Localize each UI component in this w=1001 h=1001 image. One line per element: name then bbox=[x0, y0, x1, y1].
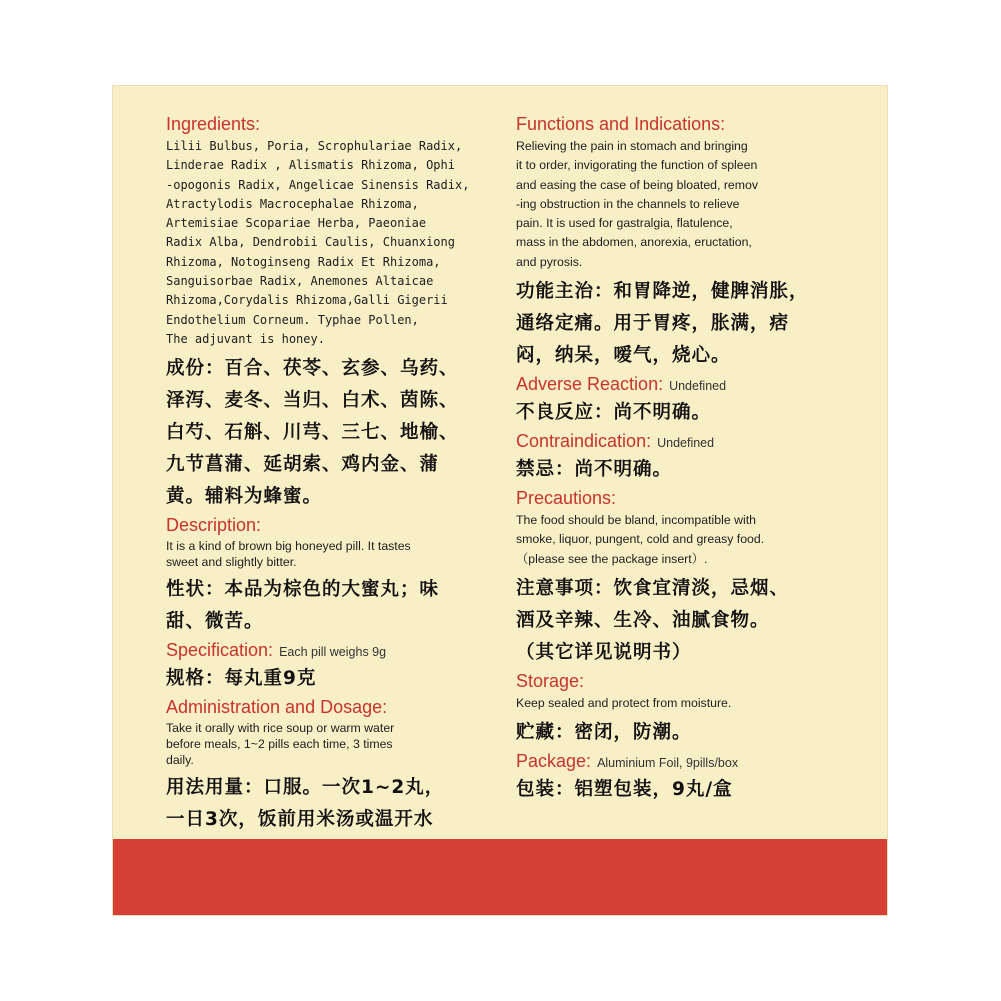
adverse-note: Undefined bbox=[669, 379, 727, 394]
storage-cn: 贮藏：密闭，防潮。 bbox=[516, 722, 692, 744]
specification-cn: 规格：每丸重9克 bbox=[166, 668, 317, 690]
functions-text: Relieving the pain in stomach and bringing it to order, invigorating the function of spleen and easing the case of being bloated, remov -ing obstruction in the channels to relieve pain. It is used for gastralgia, flatulence, mass in the abdomen, anorexia, eructation, and pyrosis. bbox=[516, 139, 759, 269]
package-cn: 包装：铝塑包装，9丸/盒 bbox=[516, 779, 733, 801]
precautions-section bbox=[516, 488, 836, 669]
right-column bbox=[516, 114, 836, 808]
specification-note: Each pill weighs 9g bbox=[279, 645, 387, 660]
contraindication-section bbox=[516, 431, 836, 486]
storage-text: Keep sealed and protect from moisture. bbox=[516, 695, 732, 710]
administration-cn: 用法用量：口服。一次1~2丸， 一日3次，饭前用米汤或温开水 bbox=[166, 777, 445, 831]
package-section bbox=[516, 751, 836, 806]
contraindication-cn: 禁忌：尚不明确。 bbox=[516, 459, 673, 481]
contraindication-heading: Contraindication: Undefined bbox=[516, 431, 715, 452]
precautions-text: The food should be bland, incompatible with smoke, liquor, pungent, cold and greasy food. （please see the package insert）. bbox=[516, 513, 765, 566]
package-panel bbox=[113, 86, 887, 915]
specification-section bbox=[166, 640, 488, 695]
administration-text: Take it orally with rice soup or warm water before meals, 1~2 pills each time, 3 times daily. bbox=[166, 721, 395, 768]
ingredients-heading: Ingredients: bbox=[166, 114, 261, 134]
precautions-cn: 注意事项：饮食宜清淡，忌烟、 酒及辛辣、生冷、油腻食物。 （其它详见说明书） bbox=[516, 577, 790, 663]
description-section bbox=[166, 515, 488, 638]
description-text: It is a kind of brown big honeyed pill. It tastes sweet and slightly bitter. bbox=[166, 539, 411, 570]
description-cn: 性状：本品为棕色的大蜜丸；味 甜、微苦。 bbox=[166, 579, 440, 633]
functions-cn: 功能主治：和胃降逆，健脾消胀， 通络定痛。用于胃疼，胀满，痞 闷，纳呆，嗳气，烧心。 bbox=[516, 281, 809, 367]
functions-heading: Functions and Indications: bbox=[516, 114, 726, 134]
adverse-section bbox=[516, 374, 836, 429]
ingredients-text: Lilii Bulbus, Poria, Scrophulariae Radix, Linderae Radix , Alismatis Rhizoma, Ophi -opogonis Radix, Angelicae Sinensis Radix, Atractylodis Macrocephalae Rhizoma, Artemisiae Scopariae Herba, Paeoniae Radix Alba, Dendrobii Caulis, Chuanxiong Rhizoma, Notoginseng Radix Et Rhizoma, Sanguisorbae Radix, Anemones Altaicae Rhizoma,Corydalis Rhizoma,Galli Gigerii Endothelium Corneum. Typhae Pollen, The adjuvant is honey. bbox=[166, 139, 470, 346]
left-column bbox=[166, 114, 488, 870]
package-note: Aluminium Foil, 9pills/box bbox=[597, 756, 739, 771]
ingredients-cn: 成份：百合、茯苓、玄参、乌药、 泽泻、麦冬、当归、白术、茵陈、 白芍、石斛、川芎、三七、地榆、 九节菖蒲、延胡索、鸡内金、蒲 黄。辅料为蜂蜜。 bbox=[166, 358, 459, 508]
storage-section bbox=[516, 671, 836, 749]
package-heading: Package: Aluminium Foil, 9pills/box bbox=[516, 751, 739, 772]
red-bottom-band bbox=[113, 839, 887, 915]
contraindication-note: Undefined bbox=[657, 436, 715, 451]
ingredients-section bbox=[166, 114, 488, 513]
adverse-cn: 不良反应：尚不明确。 bbox=[516, 402, 712, 424]
adverse-heading: Adverse Reaction: Undefined bbox=[516, 374, 727, 395]
specification-heading: Specification: Each pill weighs 9g bbox=[166, 640, 387, 661]
storage-heading: Storage: bbox=[516, 670, 585, 691]
precautions-heading: Precautions: bbox=[516, 488, 617, 509]
administration-heading: Administration and Dosage: bbox=[166, 697, 388, 718]
functions-section bbox=[516, 114, 836, 372]
description-heading: Description: bbox=[166, 515, 262, 536]
